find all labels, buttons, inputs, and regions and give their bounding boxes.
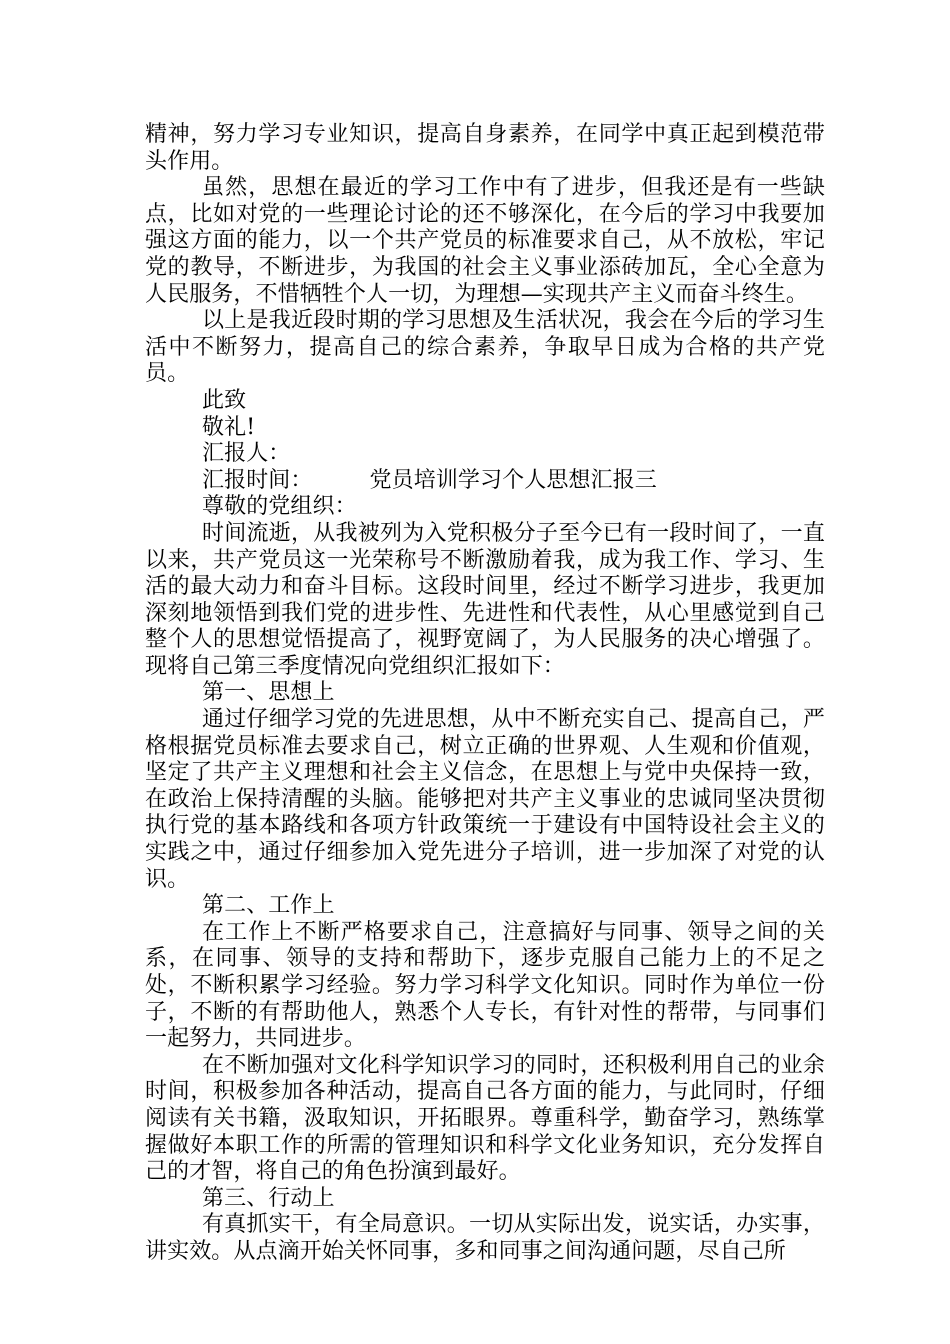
section-heading: 第三、行动上 — [202, 1185, 335, 1211]
paragraph: 在工作上不断严格要求自己，注意搞好与同事、领导之间的关系，在同事、领导的支持和帮助下，逐步克服自己能力上的不足之处，不断积累学习经验。努力学习科学文化知识。同时作为单位一份子，不断的有帮助他人，熟悉个人专长，有针对性的帮带，与同事们一起努力，共同进步。 — [145, 919, 825, 1052]
paragraph: 有真抓实干，有全局意识。一切从实际出发，说实话，办实事，讲实效。从点滴开始关怀同事，多和同事之间沟通问题，尽自己所 — [145, 1212, 825, 1264]
paragraph: 以上是我近段时期的学习思想及生活状况，我会在今后的学习生活中不断努力，提高自己的综合素养，争取早日成为合格的共产党员。 — [145, 308, 825, 387]
closing-salutation: 此致 — [202, 387, 247, 413]
section-title: 党员培训学习个人思想汇报三 — [369, 467, 657, 493]
section-heading: 第一、思想上 — [202, 680, 335, 706]
closing-regards: 敬礼! — [202, 414, 256, 440]
paragraph: 精神，努力学习专业知识，提高自身素养，在同学中真正起到模范带头作用。 — [145, 122, 825, 174]
section-heading: 第二、工作上 — [202, 893, 335, 919]
paragraph: 虽然，思想在最近的学习工作中有了进步，但我还是有一些缺点，比如对党的一些理论讨论的还不够深化，在今后的学习中我要加强这方面的能力，以一个共产党员的标准要求自己，从不放松，牢记党的教导，不断进步，为我国的社会主义事业添砖加瓦，全心全意为人民服务，不惜牺牲个人一切，为理想—实现共产主义而奋斗终生。 — [145, 175, 825, 307]
reporter-label: 汇报人： — [202, 441, 291, 467]
greeting: 尊敬的党组织： — [202, 494, 357, 520]
report-time-line — [145, 468, 825, 495]
paragraph: 在不断加强对文化科学知识学习的同时，还积极利用自己的业余时间，积极参加各种活动，提高自己各方面的能力，与此同时，仔细阅读有关书籍，汲取知识，开拓眼界。尊重科学，勤奋学习，熟练掌握做好本职工作的所需的管理知识和科学文化业务知识，充分发挥自己的才智，将自己的角色扮演到最好。 — [145, 1052, 825, 1185]
paragraph: 时间流逝，从我被列为入党积极分子至今已有一段时间了，一直以来，共产党员这一光荣称号不断激励着我，成为我工作、学习、生活的最大动力和奋斗目标。这段时间里，经过不断学习进步，我更加深刻地领悟到我们党的进步性、先进性和代表性，从心里感觉到自己整个人的思想觉悟提高了，视野宽阔了，为人民服务的决心增强了。现将自己第三季度情况向党组织汇报如下： — [145, 520, 825, 679]
paragraph: 通过仔细学习党的先进思想，从中不断充实自己、提高自己，严格根据党员标准去要求自己，树立正确的世界观、人生观和价值观，坚定了共产主义理想和社会主义信念，在思想上与党中央保持一致，在政治上保持清醒的头脑。能够把对共产主义事业的忠诚同坚决贯彻执行党的基本路线和各项方针政策统一于建设有中国特设社会主义的实践之中，通过仔细参加入党先进分子培训，进一步加深了对党的认识。 — [145, 707, 825, 892]
report-time-label: 汇报时间： — [202, 467, 313, 493]
document-page — [145, 122, 825, 1266]
